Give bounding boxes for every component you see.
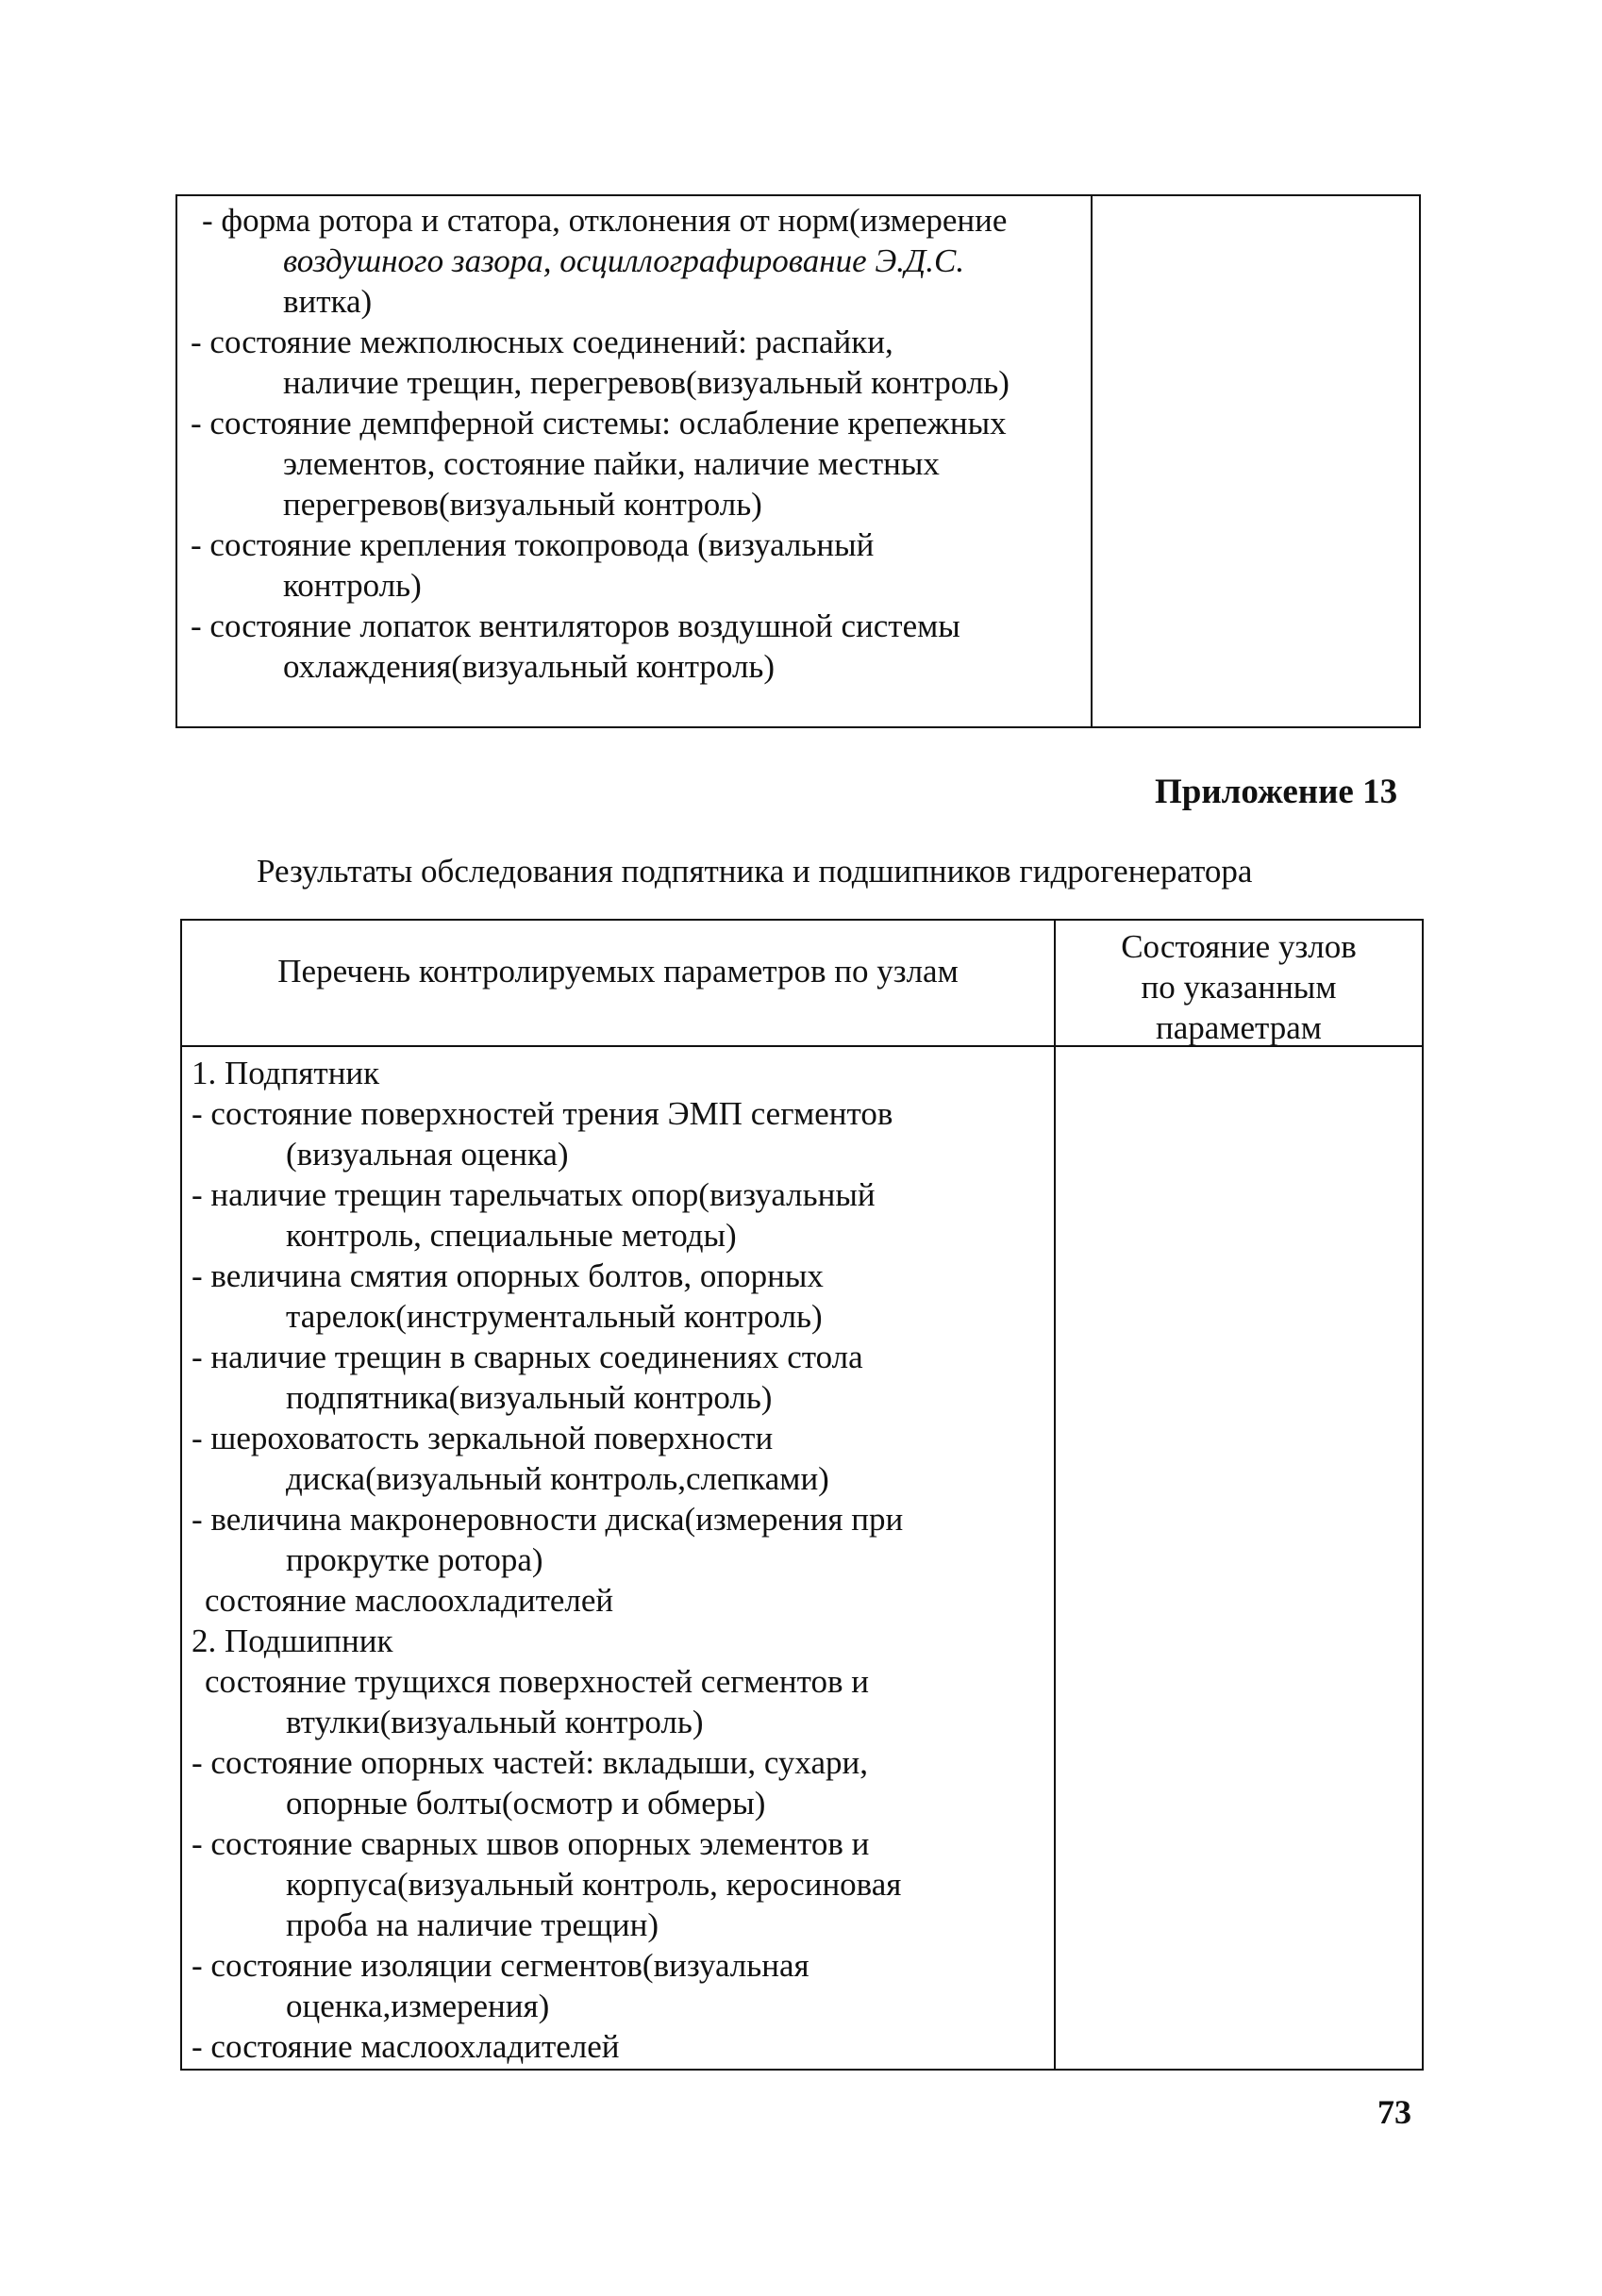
table-line: витка) bbox=[283, 283, 373, 320]
column-header-state-text: Состояние узлов по указанным параметрам bbox=[1121, 928, 1357, 1046]
table-line: 1. Подпятник bbox=[192, 1055, 380, 1091]
table-line: оценка,измерения) bbox=[286, 1988, 550, 2024]
table-line: - наличие трещин тарельчатых опор(визуальный bbox=[192, 1176, 876, 1213]
inspection-results-table bbox=[180, 919, 1424, 2071]
page-number: 73 bbox=[1377, 2093, 1411, 2131]
table-line: - состояние поверхностей трения ЭМП сегментов bbox=[192, 1095, 893, 1132]
column-header-params: Перечень контролируемых параметров по узлам bbox=[277, 953, 959, 990]
table-line: - состояние маслоохладителей bbox=[192, 2028, 620, 2065]
table-line: контроль, специальные методы) bbox=[286, 1217, 737, 1254]
table-line: втулки(визуальный контроль) bbox=[286, 1704, 704, 1740]
table-line: элементов, состояние пайки, наличие местных bbox=[283, 445, 940, 482]
table-line: - состояние сварных швов опорных элементов и bbox=[192, 1825, 870, 1862]
table-line: - состояние крепления токопровода (визуальный bbox=[191, 526, 875, 563]
table-line: прокрутке ротора) bbox=[286, 1541, 543, 1578]
table-line: - шероховатость зеркальной поверхности bbox=[192, 1420, 774, 1456]
table-line: - состояние демпферной системы: ослабление крепежных bbox=[191, 405, 1007, 441]
table-line: диска(визуальный контроль,слепками) bbox=[286, 1460, 829, 1497]
table-line: 2. Подшипник bbox=[192, 1622, 393, 1659]
table-line: подпятника(визуальный контроль) bbox=[286, 1379, 773, 1416]
column-header-state bbox=[1054, 926, 1424, 1048]
table-line: (визуальная оценка) bbox=[286, 1136, 569, 1173]
table-line: состояние трущихся поверхностей сегментов и bbox=[205, 1663, 869, 1700]
table-line: - наличие трещин в сварных соединениях стола bbox=[192, 1339, 863, 1375]
appendix-title: Приложение 13 bbox=[1155, 773, 1398, 811]
table-line: перегревов(визуальный контроль) bbox=[283, 486, 762, 523]
table-line: - состояние межполюсных соединений: распайки, bbox=[191, 324, 893, 360]
table-line: - форма ротора и статора, отклонения от норм(измерение bbox=[202, 202, 1008, 239]
table-line: - состояние лопаток вентиляторов воздушной системы bbox=[191, 607, 960, 644]
table-line: опорные болты(осмотр и обмеры) bbox=[286, 1785, 766, 1822]
table-line: охлаждения(визуальный контроль) bbox=[283, 648, 776, 685]
table-line: воздушного зазора, осциллографирование Э.Д.С. bbox=[283, 242, 965, 279]
table-line: - состояние изоляции сегментов(визуальная bbox=[192, 1947, 809, 1984]
table-line: состояние маслоохладителей bbox=[205, 1582, 614, 1619]
table-line: - состояние опорных частей: вкладыши, сухари, bbox=[192, 1744, 868, 1781]
table-column-divider bbox=[1054, 921, 1056, 2069]
table-line: - величина макронеровности диска(измерения при bbox=[192, 1501, 904, 1538]
table-caption: Результаты обследования подпятника и подшипников гидрогенератора bbox=[257, 853, 1253, 890]
table-line: - величина смятия опорных болтов, опорных bbox=[192, 1257, 824, 1294]
table-line: тарелок(инструментальный контроль) bbox=[286, 1298, 823, 1335]
table-line: проба на наличие трещин) bbox=[286, 1906, 659, 1943]
table-line: контроль) bbox=[283, 567, 422, 604]
table-line: корпуса(визуальный контроль, керосиновая bbox=[286, 1866, 902, 1903]
table-continued bbox=[175, 194, 1421, 728]
table-line: наличие трещин, перегревов(визуальный контроль) bbox=[283, 364, 1010, 401]
table-column-divider bbox=[1091, 196, 1093, 726]
